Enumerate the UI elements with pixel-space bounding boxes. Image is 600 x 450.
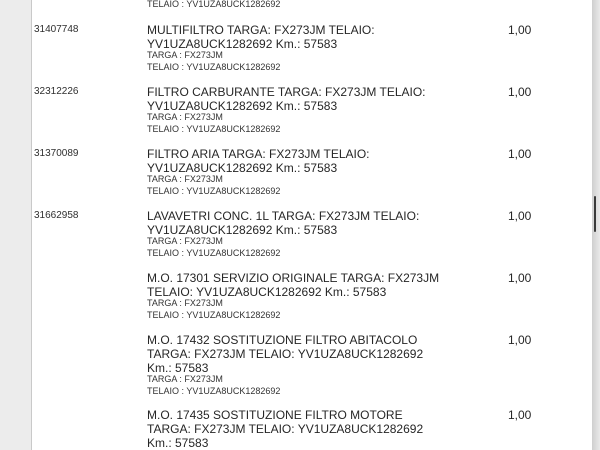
item-description — [147, 408, 477, 450]
item-quantity: 1,00 — [508, 147, 532, 161]
item-quantity: 1,00 — [508, 408, 532, 422]
item-telaio: TELAIO : YV1UZA8UCK1282692 — [147, 248, 281, 258]
scrollbar-thumb[interactable] — [594, 196, 596, 232]
item-telaio: TELAIO : YV1UZA8UCK1282692 — [147, 310, 281, 320]
item-description — [147, 85, 477, 113]
item-quantity: 1,00 — [508, 333, 532, 347]
desc-line: YV1UZA8UCK1282692 Km.: 57583 — [147, 37, 338, 51]
desc-line: M.O. 17301 SERVIZIO ORIGINALE TARGA: FX273JM — [147, 271, 440, 285]
document-page — [31, 0, 594, 450]
item-quantity: 1,00 — [508, 85, 532, 99]
desc-line: FILTRO CARBURANTE TARGA: FX273JM TELAIO: — [147, 85, 426, 99]
desc-line: TARGA: FX273JM TELAIO: YV1UZA8UCK1282692 — [147, 347, 424, 361]
item-telaio: TELAIO : YV1UZA8UCK1282692 — [147, 124, 281, 134]
item-telaio: TELAIO : YV1UZA8UCK1282692 — [147, 386, 281, 396]
desc-line: LAVAVETRI CONC. 1L TARGA: FX273JM TELAIO: — [147, 209, 420, 223]
desc-line: YV1UZA8UCK1282692 Km.: 57583 — [147, 223, 338, 237]
desc-line: TARGA: FX273JM TELAIO: YV1UZA8UCK1282692 — [147, 422, 424, 436]
item-description — [147, 333, 477, 375]
item-description — [147, 147, 477, 175]
item-targa: TARGA : FX273JM — [147, 236, 223, 246]
desc-line: Km.: 57583 — [147, 361, 209, 375]
item-description — [147, 271, 477, 299]
desc-line: M.O. 17435 SOSTITUZIONE FILTRO MOTORE — [147, 408, 403, 422]
desc-line: M.O. 17432 SOSTITUZIONE FILTRO ABITACOLO — [147, 333, 418, 347]
desc-line: YV1UZA8UCK1282692 Km.: 57583 — [147, 161, 338, 175]
desc-line: YV1UZA8UCK1282692 Km.: 57583 — [147, 99, 338, 113]
desc-line: TELAIO: YV1UZA8UCK1282692 Km.: 57583 — [147, 285, 387, 299]
item-telaio: TELAIO : YV1UZA8UCK1282692 — [147, 186, 281, 196]
desc-line: Km.: 57583 — [147, 436, 209, 450]
item-telaio: TELAIO : YV1UZA8UCK1282692 — [147, 62, 281, 72]
item-code: 31662958 — [34, 210, 79, 221]
item-targa: TARGA : FX273JM — [147, 374, 223, 384]
item-targa: TARGA : FX273JM — [147, 174, 223, 184]
item-code: 31407748 — [34, 24, 79, 35]
item-quantity: 1,00 — [508, 23, 532, 37]
item-quantity: 1,00 — [508, 209, 532, 223]
telaio-fragment: TELAIO : YV1UZA8UCK1282692 — [147, 0, 281, 9]
item-description — [147, 209, 477, 237]
item-quantity: 1,00 — [508, 271, 532, 285]
item-targa: TARGA : FX273JM — [147, 50, 223, 60]
item-code: 32312226 — [34, 86, 79, 97]
item-description — [147, 23, 477, 51]
desc-line: MULTIFILTRO TARGA: FX273JM TELAIO: — [147, 23, 375, 37]
item-targa: TARGA : FX273JM — [147, 112, 223, 122]
desc-line: FILTRO ARIA TARGA: FX273JM TELAIO: — [147, 147, 370, 161]
item-code: 31370089 — [34, 148, 79, 159]
item-targa: TARGA : FX273JM — [147, 298, 223, 308]
